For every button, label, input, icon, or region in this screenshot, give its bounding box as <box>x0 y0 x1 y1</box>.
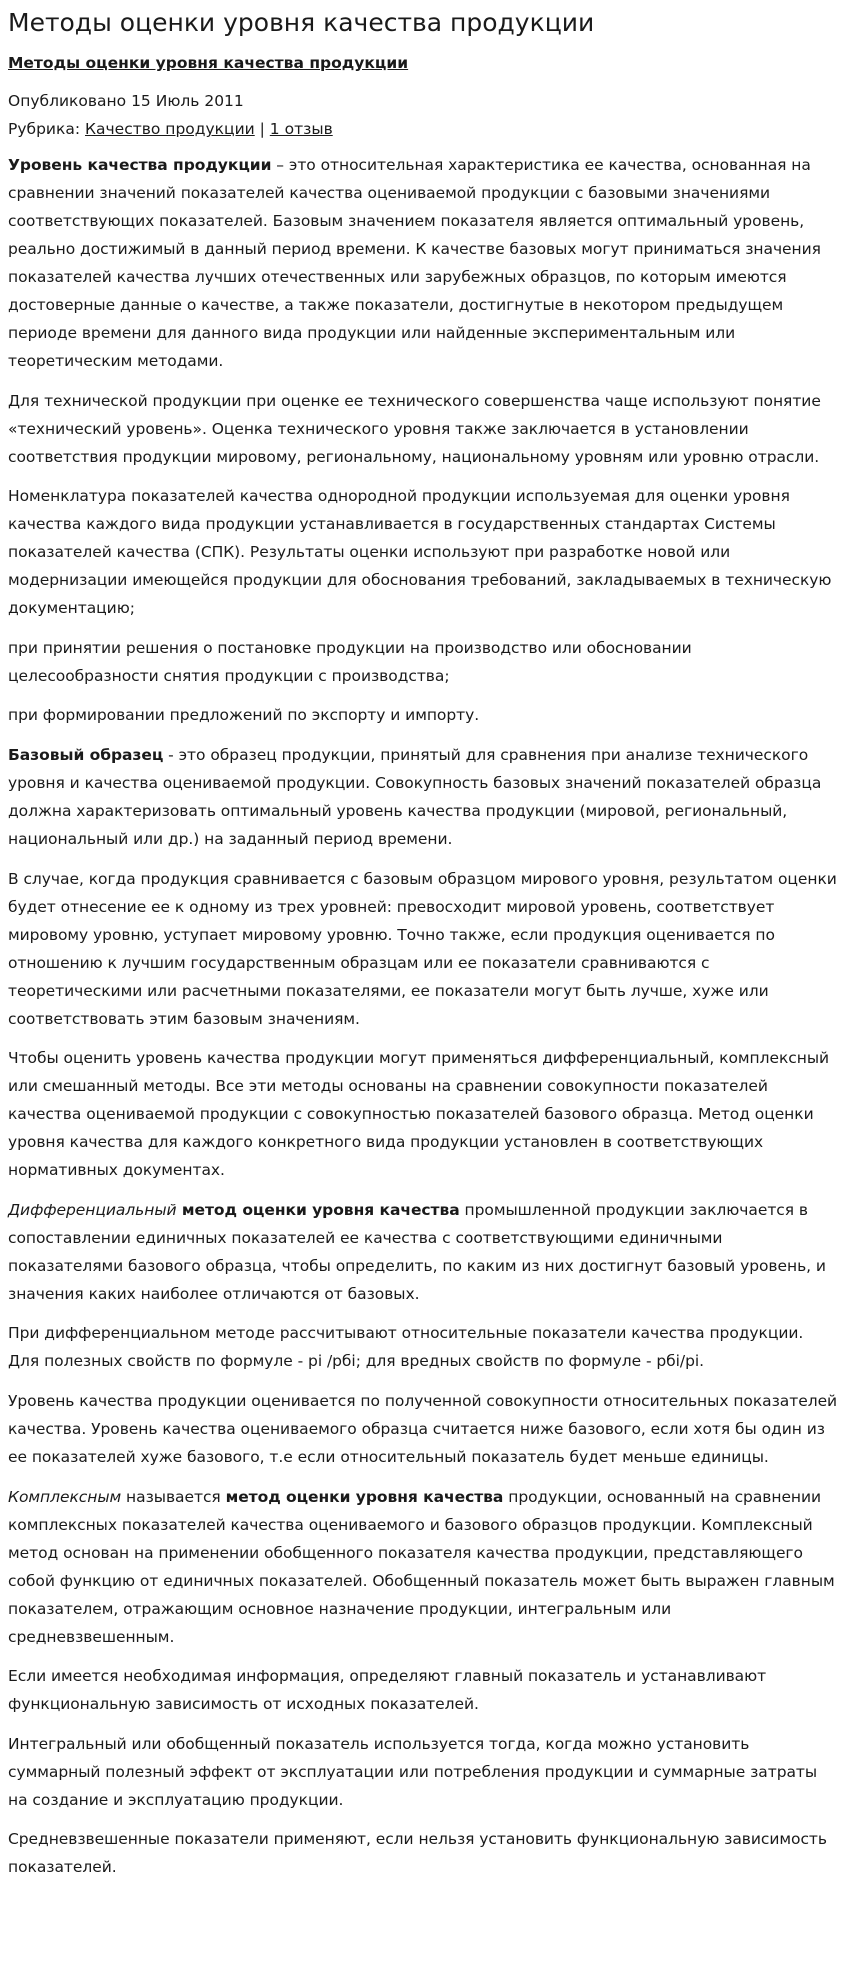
paragraph <box>8 741 839 853</box>
term-bold: Базовый образец <box>8 745 164 764</box>
article-title-link[interactable]: Методы оценки уровня качества продукции <box>8 54 409 72</box>
paragraph-text: Средневзвешенные показатели применяют, если нельзя установить функциональную зависимость показателей. <box>8 1830 827 1877</box>
article-body <box>8 151 839 1881</box>
paragraph-text: при принятии решения о постановке продукции на производство или обосновании целесообразности снятия продукции с производства; <box>8 638 692 685</box>
paragraph <box>8 151 839 375</box>
paragraph-text: Номенклатура показателей качества однородной продукции используемая для оценки уровня качества каждого вида продукции устанавливается в государственных стандартах Системы показателей качества (СПК). Результаты оценки используют при разработке новой или модернизации имеющейся продукции для обоснования требований, закладываемых в техническую документацию; <box>8 487 832 618</box>
category-link[interactable]: Качество продукции <box>85 120 255 138</box>
paragraph-text: При дифференциальном методе рассчитывают относительные показатели качества продукции. Для полезных свойств по формуле - pi /pбi; для вредных свойств по формуле - pбi/pi. <box>8 1324 804 1371</box>
paragraph <box>8 1196 839 1308</box>
paragraph-text: Для технической продукции при оценке ее технического совершенства чаще используют понятие «технический уровень». Оценка технического уровня также заключается в установлении соответствия продукции мировому, региональному, национальному уровням или уровню отрасли. <box>8 391 821 466</box>
paragraph-text: В случае, когда продукция сравнивается с базовым образцом мирового уровня, результатом оценки будет отнесение ее к одному из трех уровней: превосходит мировой уровень, соответствует мировому уровню, уступает мировому уровню. Точно также, если продукция оценивается по отношению к лучшим государственным образцам или ее показатели сравниваются с теоретическими или расчетными показателями, ее показатели могут быть лучше, хуже или соответствовать этим базовым значениям. <box>8 869 837 1028</box>
paragraph <box>8 1825 839 1881</box>
paragraph-text: Если имеется необходимая информация, определяют главный показатель и устанавливают функциональную зависимость от исходных показателей. <box>8 1667 767 1714</box>
published-date: Опубликовано 15 Июль 2011 <box>8 92 244 110</box>
comments-link[interactable]: 1 отзыв <box>269 120 333 138</box>
term-bold: Уровень качества продукции <box>8 156 272 174</box>
paragraph-text: – это относительная характеристика ее качества, основанная на сравнении значений показателей качества оцениваемой продукции с базовыми значениями соответствующих показателей. Базовым значением показателя является оптимальный уровень, реально достижимый в данный период времени. К качестве базовых могут приниматься значения показателей качества лучших отечественных или зарубежных образцов, по которым имеются достоверные данные о качестве, а также показатели, достигнутые в некотором предыдущем периоде времени для данного вида продукции или найденные экспериментальным или теоретическим методами. <box>8 156 821 370</box>
term-bold: метод оценки уровня качества <box>225 1487 504 1506</box>
paragraph <box>8 1662 839 1718</box>
paragraph-text: Уровень качества продукции оценивается по полученной совокупности относительных показателей качества. Уровень качества оцениваемого образца считается ниже базового, если хотя бы один из ее показателей хуже базового, т.е если относительный показатель будет меньше единицы. <box>8 1391 838 1466</box>
paragraph-text: промышленной продукции заключается в сопоставлении единичных показателей ее качества с соответствующими единичными показателями базового образца, чтобы определить, по каким из них достигнут базовый уровень, и значения каких наиболее отличаются от базовых. <box>8 1200 826 1303</box>
category-prefix: Рубрика: <box>8 120 86 138</box>
paragraph <box>8 701 839 729</box>
paragraph-text: Интегральный или обобщенный показатель используется тогда, когда можно установить суммарный полезный эффект от эксплуатации или потребления продукции и суммарные затраты на создание и эксплуатацию продукции. <box>8 1734 818 1809</box>
paragraph-text: - это образец продукции, принятый для сравнения при анализе технического уровня и качества оцениваемой продукции. Совокупность базовых значений показателей образца должна характеризовать оптимальный уровень качества продукции (мировой, региональный, национальный или др.) на заданный период времени. <box>8 745 822 848</box>
term-italic: Дифференциальный <box>8 1200 177 1219</box>
paragraph <box>8 865 839 1033</box>
term-bold: метод оценки уровня качества <box>176 1200 460 1219</box>
paragraph-text: при формировании предложений по экспорту и импорту. <box>8 706 480 725</box>
meta-separator: | <box>254 120 270 138</box>
paragraph <box>8 1319 839 1375</box>
paragraph-text: называется <box>121 1487 226 1506</box>
paragraph <box>8 1483 839 1651</box>
paragraph <box>8 482 839 622</box>
paragraph <box>8 634 839 690</box>
paragraph <box>8 387 839 471</box>
category-line <box>8 115 839 143</box>
page-title: Методы оценки уровня качества продукции <box>8 8 595 37</box>
paragraph <box>8 1387 839 1471</box>
term-italic: Комплексным <box>8 1487 122 1506</box>
article-meta <box>8 87 839 143</box>
paragraph-text: продукции, основанный на сравнении комплексных показателей качества оцениваемого и базового образцов продукции. Комплексный метод основан на применении обобщенного показателя качества продукции, представляющего собой функцию от единичных показателей. Обобщенный показатель может быть выражен главным показателем, отражающим основное назначение продукции, интегральным или средневзвешенным. <box>8 1487 835 1646</box>
paragraph <box>8 1730 839 1814</box>
paragraph-text: Чтобы оценить уровень качества продукции могут применяться дифференциальный, комплексный или смешанный методы. Все эти методы основаны на сравнении совокупности показателей качества оцениваемой продукции с совокупностью показателей базового образца. Метод оценки уровня качества для каждого конкретного вида продукции установлен в соответствующих нормативных документах. <box>8 1049 830 1180</box>
paragraph <box>8 1044 839 1184</box>
